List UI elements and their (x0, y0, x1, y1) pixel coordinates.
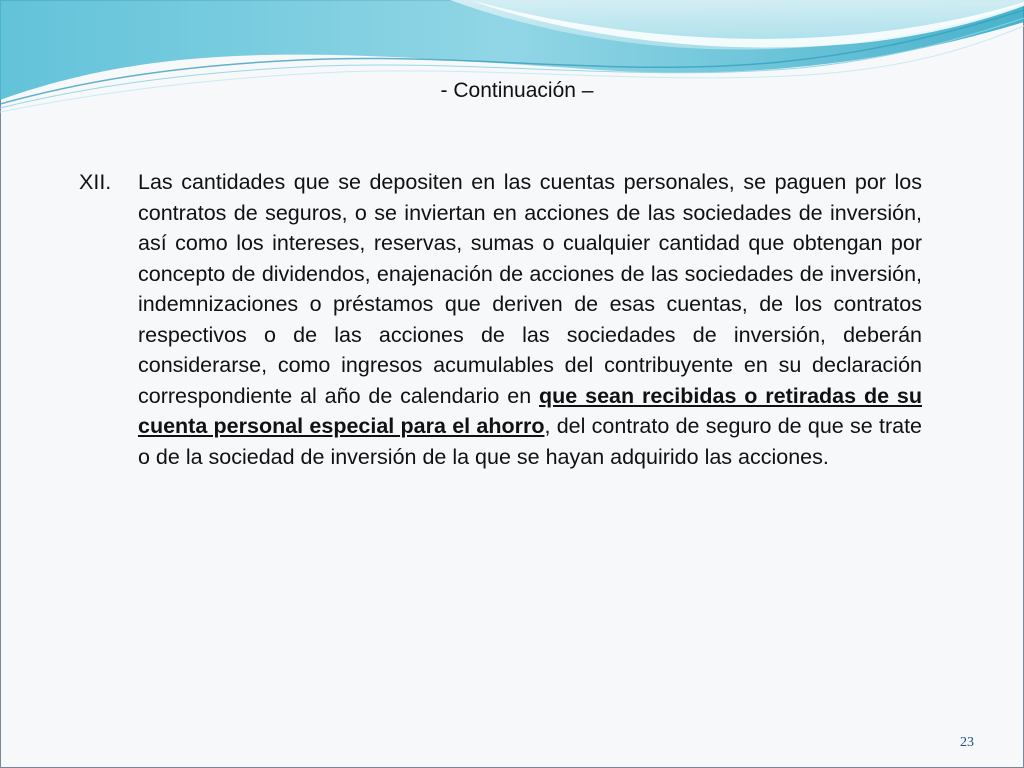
clause-text (138, 167, 922, 472)
slide-subtitle: - Continuación – (440, 79, 594, 102)
clause-number: XII. (79, 170, 112, 194)
page-number: 23 (960, 735, 974, 750)
clause-text-after: , del contrato de seguro de que se trate o de la sociedad de inversión de la que se hayan adquirido las acciones. (138, 414, 922, 469)
clause-text-emphasis: que sean recibidas o retiradas de su cuenta personal especial para el ahorro (138, 383, 923, 438)
clause-text-before: Las cantidades que se depositen en las cuentas personales, se paguen por los contratos de seguros, o se inviertan en acciones de las sociedades de inversión, así como los intereses, reservas, sumas o cualquier cantidad que obtengan por concepto de dividendos, enajenación de acciones de las sociedades de inversión, indemnizaciones o préstamos que deriven de esas cuentas, de los contratos respectivos o de las acciones de las sociedades de inversión, deberán considerarse, como ingresos acumulables del contribuyente en su declaración correspondiente al año de calendario en (138, 170, 922, 408)
